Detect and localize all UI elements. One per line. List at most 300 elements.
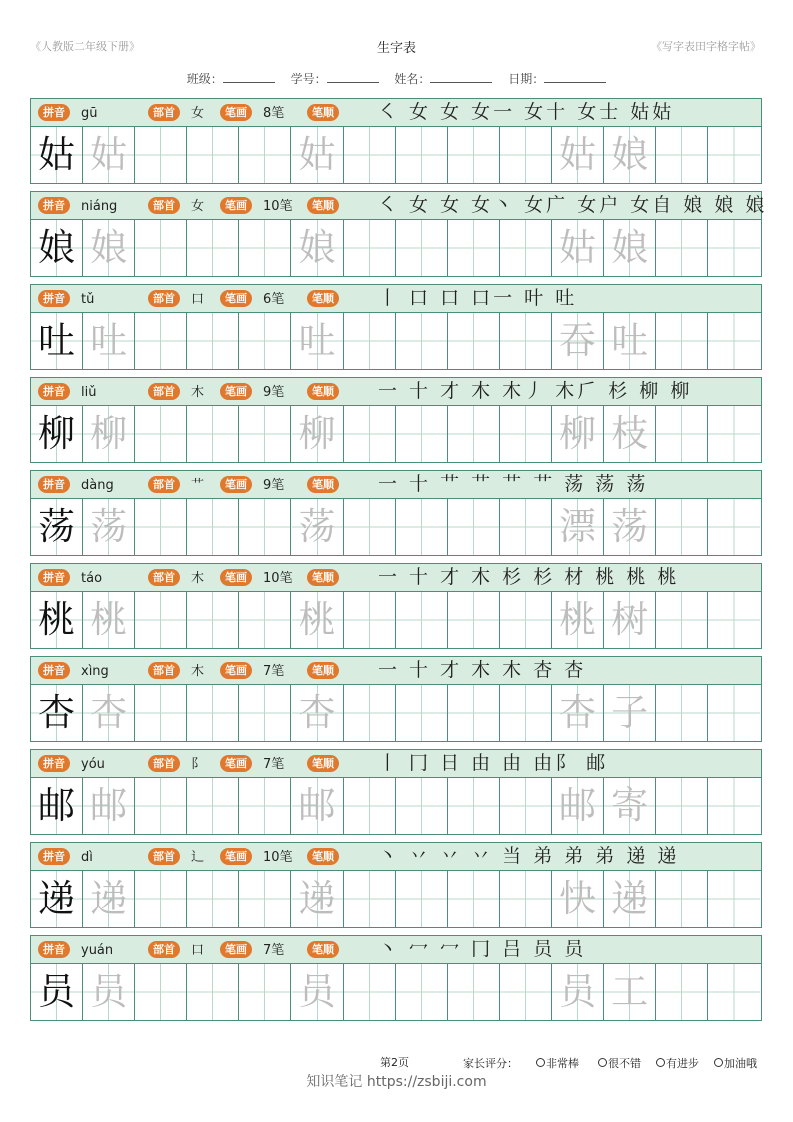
- stroke-order-badge: 笔顺: [307, 104, 339, 121]
- writing-cell[interactable]: [31, 313, 83, 369]
- writing-cell[interactable]: [656, 220, 708, 276]
- writing-cell[interactable]: [135, 778, 187, 834]
- character-entry: [30, 935, 762, 1021]
- word-character: 娘: [611, 133, 649, 176]
- trace-character: 柳: [298, 412, 336, 455]
- writing-cell[interactable]: [500, 778, 552, 834]
- writing-cell[interactable]: [396, 685, 448, 741]
- writing-cell[interactable]: [604, 313, 656, 369]
- student-no-label: 学号：: [290, 72, 327, 86]
- stroke-order-badge: 笔顺: [307, 848, 339, 865]
- writing-cell[interactable]: [187, 592, 239, 648]
- writing-cell[interactable]: [292, 499, 344, 555]
- word-character: 柳: [559, 412, 596, 455]
- trace-character: 递: [90, 877, 128, 920]
- rating-option-label: 有进步: [666, 1057, 699, 1070]
- stroke-count-badge: 笔画: [220, 848, 252, 865]
- rating-option-keep-going[interactable]: [714, 1055, 757, 1071]
- radio-circle-icon: [656, 1058, 665, 1067]
- entry-header: [31, 750, 761, 778]
- writing-cell[interactable]: [396, 499, 448, 555]
- trace-character: 桃: [298, 598, 336, 641]
- radical-badge: 部首: [148, 941, 180, 958]
- writing-cell[interactable]: [604, 499, 656, 555]
- trace-character: 递: [298, 877, 336, 920]
- practice-grid: [31, 964, 761, 1020]
- character-entry: [30, 191, 768, 277]
- entry-header: [31, 936, 761, 964]
- trace-character: 邮: [298, 784, 336, 827]
- practice-grid: [31, 313, 761, 369]
- model-character: 荡: [38, 505, 75, 548]
- writing-cell[interactable]: [31, 685, 83, 741]
- writing-cell[interactable]: [448, 313, 500, 369]
- trace-character: 姑: [298, 133, 336, 176]
- writing-cell[interactable]: [31, 220, 83, 276]
- radical-badge: 部首: [148, 848, 180, 865]
- writing-cell[interactable]: [344, 499, 396, 555]
- writing-cell[interactable]: [187, 685, 239, 741]
- writing-cell[interactable]: [83, 871, 135, 927]
- writing-cell[interactable]: [708, 685, 760, 741]
- character-entry: [30, 98, 762, 184]
- model-character: 员: [38, 970, 75, 1013]
- name-label: 姓名：: [394, 72, 431, 86]
- word-character: 姑: [559, 133, 596, 176]
- writing-cell[interactable]: [396, 778, 448, 834]
- stroke-count-badge: 笔画: [220, 476, 252, 493]
- writing-cell[interactable]: [187, 313, 239, 369]
- practice-grid: [31, 406, 761, 462]
- class-field[interactable]: [187, 72, 275, 86]
- entry-header: [31, 192, 768, 220]
- radical-value: 木: [191, 571, 205, 586]
- writing-cell[interactable]: [239, 499, 291, 555]
- word-character: 荡: [611, 505, 649, 548]
- writing-cell[interactable]: [552, 220, 604, 276]
- writing-cell[interactable]: [292, 685, 344, 741]
- practice-grid: [31, 499, 761, 555]
- writing-cell[interactable]: [656, 592, 708, 648]
- stroke-order-badge: 笔顺: [307, 290, 339, 307]
- writing-cell[interactable]: [500, 685, 552, 741]
- model-character: 递: [38, 877, 75, 920]
- writing-cell[interactable]: [239, 685, 291, 741]
- word-character: 员: [559, 970, 596, 1013]
- writing-cell[interactable]: [396, 964, 448, 1020]
- writing-cell[interactable]: [344, 592, 396, 648]
- pinyin-value: dàng: [81, 478, 114, 493]
- practice-grid: [31, 127, 761, 183]
- practice-grid: [31, 778, 761, 834]
- writing-cell[interactable]: [708, 964, 760, 1020]
- writing-cell[interactable]: [448, 499, 500, 555]
- stroke-order-badge: 笔顺: [307, 383, 339, 400]
- writing-cell[interactable]: [344, 406, 396, 462]
- character-entry: [30, 377, 762, 463]
- writing-cell[interactable]: [187, 964, 239, 1020]
- pinyin-badge: 拼音: [38, 290, 70, 307]
- student-no-field[interactable]: [291, 72, 379, 86]
- writing-cell[interactable]: [292, 127, 344, 183]
- practice-grid: [31, 220, 761, 276]
- writing-cell[interactable]: [708, 127, 760, 183]
- writing-cell[interactable]: [135, 871, 187, 927]
- writing-cell[interactable]: [656, 778, 708, 834]
- writing-cell[interactable]: [239, 964, 291, 1020]
- stroke-order-badge: 笔顺: [307, 197, 339, 214]
- entry-header: [31, 285, 761, 313]
- trace-character: 娘: [298, 226, 336, 269]
- word-character: 工: [611, 970, 649, 1013]
- writing-cell[interactable]: [292, 871, 344, 927]
- rating-option-improving[interactable]: [656, 1055, 699, 1071]
- writing-cell[interactable]: [292, 592, 344, 648]
- writing-cell[interactable]: [31, 127, 83, 183]
- pinyin-badge: 拼音: [38, 569, 70, 586]
- entry-header: [31, 378, 761, 406]
- writing-cell[interactable]: [656, 313, 708, 369]
- writing-cell[interactable]: [135, 964, 187, 1020]
- writing-cell[interactable]: [656, 685, 708, 741]
- radical-badge: 部首: [148, 662, 180, 679]
- entry-header: [31, 471, 761, 499]
- word-character: 杏: [559, 691, 596, 734]
- trace-character: 荡: [298, 505, 336, 548]
- pinyin-value: yóu: [81, 757, 105, 772]
- writing-cell[interactable]: [239, 313, 291, 369]
- stroke-order-value: 一 十 才 木 木 杏 杏: [378, 659, 587, 681]
- pinyin-value: liǔ: [81, 385, 97, 400]
- writing-cell[interactable]: [396, 313, 448, 369]
- practice-grid: [31, 871, 761, 927]
- stroke-count-badge: 笔画: [220, 662, 252, 679]
- writing-cell[interactable]: [500, 592, 552, 648]
- writing-cell[interactable]: [604, 220, 656, 276]
- writing-cell[interactable]: [448, 127, 500, 183]
- word-character: 寄: [611, 784, 649, 827]
- word-character: 子: [611, 691, 649, 734]
- writing-cell[interactable]: [239, 592, 291, 648]
- writing-cell[interactable]: [500, 499, 552, 555]
- radio-circle-icon: [536, 1058, 545, 1067]
- pinyin-badge: 拼音: [38, 941, 70, 958]
- writing-cell[interactable]: [31, 871, 83, 927]
- pinyin-badge: 拼音: [38, 662, 70, 679]
- writing-cell[interactable]: [83, 499, 135, 555]
- stroke-order-badge: 笔顺: [307, 662, 339, 679]
- writing-cell[interactable]: [83, 220, 135, 276]
- stroke-count-value: 10笔: [263, 199, 293, 214]
- writing-cell[interactable]: [292, 220, 344, 276]
- character-entry: [30, 284, 762, 370]
- radical-badge: 部首: [148, 104, 180, 121]
- model-character: 桃: [38, 598, 75, 641]
- writing-cell[interactable]: [552, 685, 604, 741]
- writing-cell[interactable]: [604, 685, 656, 741]
- word-character: 枝: [611, 412, 649, 455]
- pinyin-value: táo: [81, 571, 103, 586]
- writing-cell[interactable]: [656, 499, 708, 555]
- radical-value: 阝: [191, 757, 205, 772]
- word-character: 漂: [559, 505, 596, 548]
- writing-cell[interactable]: [31, 406, 83, 462]
- radical-value: 木: [191, 385, 205, 400]
- model-character: 姑: [38, 133, 75, 176]
- page-number: 第2页: [380, 1056, 409, 1069]
- writing-cell[interactable]: [448, 871, 500, 927]
- writing-cell[interactable]: [187, 778, 239, 834]
- writing-cell[interactable]: [344, 685, 396, 741]
- writing-cell[interactable]: [239, 127, 291, 183]
- writing-cell[interactable]: [708, 778, 760, 834]
- writing-cell[interactable]: [656, 406, 708, 462]
- radio-circle-icon: [714, 1058, 723, 1067]
- character-entry: [30, 470, 762, 556]
- stroke-order-value: 一 十 艹 艹 艹 艹 荡 荡 荡: [378, 473, 649, 495]
- name-field[interactable]: [394, 72, 492, 86]
- writing-cell[interactable]: [448, 592, 500, 648]
- word-character: 快: [559, 877, 596, 920]
- rating-option-excellent[interactable]: [536, 1055, 579, 1071]
- writing-cell[interactable]: [656, 871, 708, 927]
- writing-cell[interactable]: [31, 499, 83, 555]
- writing-cell[interactable]: [708, 499, 760, 555]
- writing-cell[interactable]: [604, 778, 656, 834]
- writing-cell[interactable]: [83, 964, 135, 1020]
- character-entry: [30, 749, 762, 835]
- writing-cell[interactable]: [135, 685, 187, 741]
- radical-value: 女: [191, 106, 205, 121]
- pinyin-value: tǔ: [81, 292, 95, 307]
- writing-cell[interactable]: [396, 871, 448, 927]
- writing-cell[interactable]: [448, 220, 500, 276]
- writing-cell[interactable]: [500, 313, 552, 369]
- writing-cell[interactable]: [135, 220, 187, 276]
- writing-cell[interactable]: [448, 685, 500, 741]
- writing-cell[interactable]: [344, 313, 396, 369]
- writing-cell[interactable]: [83, 127, 135, 183]
- writing-cell[interactable]: [448, 406, 500, 462]
- writing-cell[interactable]: [187, 406, 239, 462]
- radical-badge: 部首: [148, 197, 180, 214]
- writing-cell[interactable]: [448, 778, 500, 834]
- writing-cell[interactable]: [135, 592, 187, 648]
- writing-cell[interactable]: [500, 871, 552, 927]
- trace-character: 姑: [90, 133, 128, 176]
- stroke-count-value: 7笔: [263, 664, 285, 679]
- trace-character: 柳: [90, 412, 128, 455]
- entry-header: [31, 843, 761, 871]
- word-character: 邮: [559, 784, 596, 827]
- writing-cell[interactable]: [83, 406, 135, 462]
- writing-cell[interactable]: [552, 499, 604, 555]
- student-no-blank[interactable]: [327, 72, 379, 83]
- writing-cell[interactable]: [344, 127, 396, 183]
- radical-value: 口: [191, 292, 205, 307]
- practice-grid: [31, 592, 761, 648]
- trace-character: 吐: [90, 319, 128, 362]
- stroke-count-value: 8笔: [263, 106, 285, 121]
- writing-cell[interactable]: [135, 406, 187, 462]
- writing-cell[interactable]: [552, 406, 604, 462]
- stroke-count-value: 9笔: [263, 478, 285, 493]
- stroke-count-value: 7笔: [263, 757, 285, 772]
- writing-cell[interactable]: [708, 406, 760, 462]
- rating-option-good[interactable]: [598, 1055, 641, 1071]
- writing-cell[interactable]: [187, 871, 239, 927]
- stroke-count-value: 7笔: [263, 943, 285, 958]
- writing-cell[interactable]: [135, 499, 187, 555]
- word-character: 吐: [611, 319, 649, 362]
- writing-cell[interactable]: [708, 871, 760, 927]
- writing-cell[interactable]: [656, 964, 708, 1020]
- trace-character: 杏: [298, 691, 336, 734]
- word-character: 递: [611, 877, 649, 920]
- writing-cell[interactable]: [604, 592, 656, 648]
- stroke-count-value: 6笔: [263, 292, 285, 307]
- writing-cell[interactable]: [604, 406, 656, 462]
- watermark: 知识笔记 https://zsbiji.com: [306, 1074, 487, 1090]
- stroke-order-value: 丨 冂 日 由 由 由阝 邮: [378, 752, 609, 774]
- radical-badge: 部首: [148, 569, 180, 586]
- writing-cell[interactable]: [552, 871, 604, 927]
- trace-character: 员: [90, 970, 128, 1013]
- page-title: 生字表: [376, 41, 416, 56]
- writing-cell[interactable]: [31, 592, 83, 648]
- trace-character: 桃: [90, 598, 128, 641]
- pinyin-value: niáng: [81, 199, 118, 214]
- writing-cell[interactable]: [552, 964, 604, 1020]
- word-character: 树: [611, 598, 649, 641]
- stroke-order-badge: 笔顺: [307, 569, 339, 586]
- writing-cell[interactable]: [292, 778, 344, 834]
- writing-cell[interactable]: [552, 127, 604, 183]
- writing-cell[interactable]: [500, 220, 552, 276]
- rating-option-label: 加油哦: [724, 1057, 757, 1070]
- writing-cell[interactable]: [604, 127, 656, 183]
- radical-badge: 部首: [148, 383, 180, 400]
- radical-badge: 部首: [148, 476, 180, 493]
- writing-cell[interactable]: [552, 313, 604, 369]
- writing-cell[interactable]: [83, 313, 135, 369]
- stroke-count-value: 10笔: [263, 571, 293, 586]
- stroke-count-badge: 笔画: [220, 104, 252, 121]
- word-character: 姑: [559, 226, 596, 269]
- pinyin-badge: 拼音: [38, 476, 70, 493]
- writing-cell[interactable]: [604, 964, 656, 1020]
- date-blank[interactable]: [544, 72, 606, 83]
- writing-cell[interactable]: [135, 313, 187, 369]
- trace-character: 邮: [90, 784, 128, 827]
- writing-cell[interactable]: [292, 313, 344, 369]
- pinyin-badge: 拼音: [38, 755, 70, 772]
- character-entry: [30, 563, 762, 649]
- writing-cell[interactable]: [396, 127, 448, 183]
- radical-badge: 部首: [148, 290, 180, 307]
- writing-cell[interactable]: [552, 592, 604, 648]
- practice-grid: [31, 685, 761, 741]
- pinyin-value: gū: [81, 106, 98, 121]
- series-title: 《写字表田字格字帖》: [651, 40, 761, 53]
- stroke-order-badge: 笔顺: [307, 755, 339, 772]
- word-character: 娘: [611, 226, 649, 269]
- writing-cell[interactable]: [344, 871, 396, 927]
- radical-value: 艹: [191, 478, 205, 493]
- trace-character: 娘: [90, 226, 128, 269]
- stroke-count-badge: 笔画: [220, 569, 252, 586]
- writing-cell[interactable]: [83, 778, 135, 834]
- stroke-count-value: 9笔: [263, 385, 285, 400]
- radical-value: 女: [191, 199, 205, 214]
- date-field[interactable]: [508, 72, 606, 86]
- writing-cell[interactable]: [135, 127, 187, 183]
- writing-cell[interactable]: [31, 964, 83, 1020]
- stroke-count-badge: 笔画: [220, 290, 252, 307]
- rating-option-label: 很不错: [608, 1057, 641, 1070]
- writing-cell[interactable]: [187, 127, 239, 183]
- pinyin-badge: 拼音: [38, 383, 70, 400]
- stroke-order-value: ㇛ 女 女 女丶 女广 女户 女自 娘 娘 娘: [378, 194, 768, 216]
- writing-cell[interactable]: [708, 220, 760, 276]
- writing-cell[interactable]: [239, 220, 291, 276]
- stroke-order-badge: 笔顺: [307, 941, 339, 958]
- writing-cell[interactable]: [552, 778, 604, 834]
- writing-cell[interactable]: [83, 592, 135, 648]
- class-label: 班级：: [186, 72, 223, 86]
- writing-cell[interactable]: [344, 778, 396, 834]
- writing-cell[interactable]: [239, 778, 291, 834]
- writing-cell[interactable]: [344, 220, 396, 276]
- writing-cell[interactable]: [396, 220, 448, 276]
- trace-character: 员: [298, 970, 336, 1013]
- writing-cell[interactable]: [396, 406, 448, 462]
- pinyin-badge: 拼音: [38, 848, 70, 865]
- writing-cell[interactable]: [708, 313, 760, 369]
- writing-cell[interactable]: [500, 964, 552, 1020]
- writing-cell[interactable]: [239, 406, 291, 462]
- writing-cell[interactable]: [708, 592, 760, 648]
- writing-cell[interactable]: [448, 964, 500, 1020]
- writing-cell[interactable]: [239, 871, 291, 927]
- class-blank[interactable]: [223, 72, 275, 83]
- rating-label: 家长评分：: [463, 1057, 518, 1070]
- writing-cell[interactable]: [187, 220, 239, 276]
- writing-cell[interactable]: [187, 499, 239, 555]
- student-info-line: [0, 70, 793, 87]
- character-entry: [30, 656, 762, 742]
- model-character: 柳: [38, 412, 75, 455]
- writing-cell[interactable]: [292, 964, 344, 1020]
- stroke-count-value: 10笔: [263, 850, 293, 865]
- writing-cell[interactable]: [344, 964, 396, 1020]
- writing-cell[interactable]: [656, 127, 708, 183]
- stroke-count-badge: 笔画: [220, 941, 252, 958]
- writing-cell[interactable]: [500, 406, 552, 462]
- name-blank[interactable]: [430, 72, 492, 83]
- writing-cell[interactable]: [292, 406, 344, 462]
- writing-cell[interactable]: [31, 778, 83, 834]
- character-entry: [30, 842, 762, 928]
- book-title: 《人教版二年级下册》: [30, 40, 140, 53]
- pinyin-badge: 拼音: [38, 104, 70, 121]
- model-character: 娘: [38, 226, 75, 269]
- writing-cell[interactable]: [396, 592, 448, 648]
- writing-cell[interactable]: [604, 871, 656, 927]
- writing-cell[interactable]: [83, 685, 135, 741]
- radical-badge: 部首: [148, 755, 180, 772]
- writing-cell[interactable]: [500, 127, 552, 183]
